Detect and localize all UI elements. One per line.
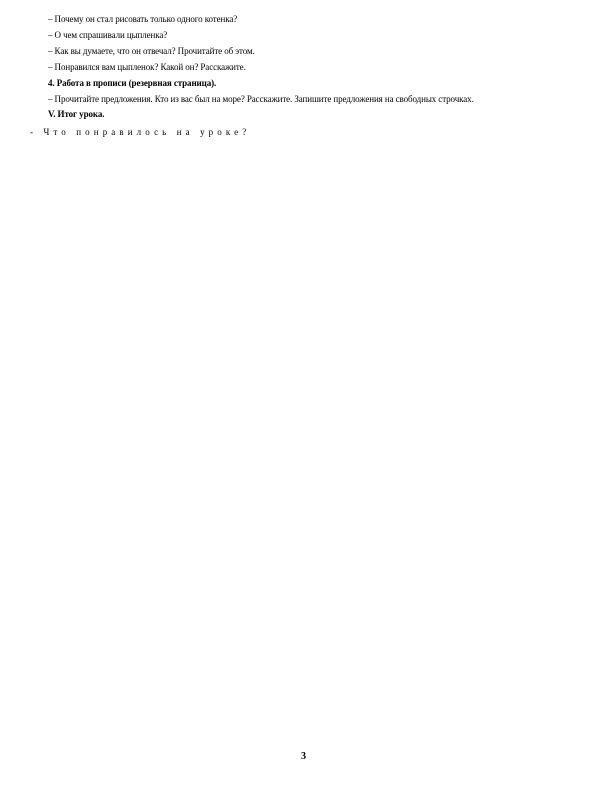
question-did-you-like-chick: – Понравился вам цыпленок? Какой он? Расскажите. (48, 62, 246, 72)
question-what-asked-chick: – О чем спрашивали цыпленка? (48, 30, 168, 40)
instruction-read-sentences: – Прочитайте предложения. Кто из вас был на море? Расскажите. Запишите предложения на свободных строчках. (48, 94, 474, 104)
section-heading-workbook: 4. Работа в прописи (резервная страница). (48, 78, 217, 88)
question-why-one-kitten: – Почему он стал рисовать только одного котенка? (48, 14, 238, 24)
page-number: 3 (301, 751, 306, 762)
question-what-did-you-like: - Что понравилось на уроке? (30, 127, 251, 137)
section-heading-lesson-summary: V. Итог урока. (48, 109, 105, 119)
question-what-he-answered: – Как вы думаете, что он отвечал? Прочитайте об этом. (48, 46, 255, 56)
